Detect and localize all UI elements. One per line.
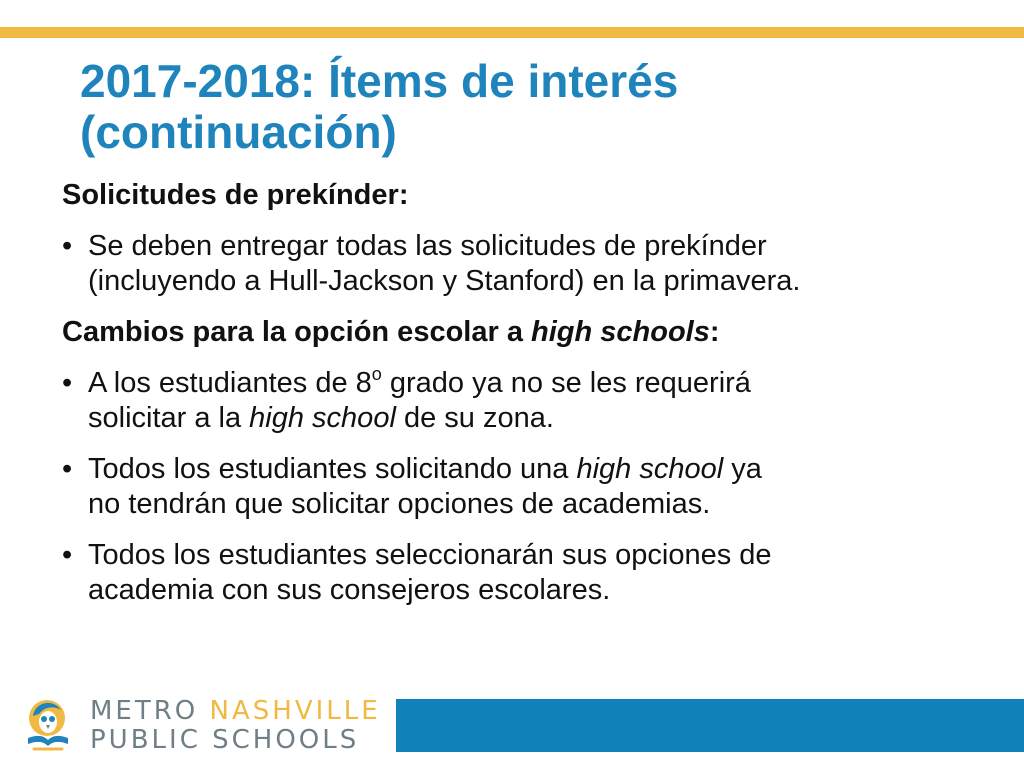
bullet-academies-not-required: [62, 452, 982, 522]
logo-word-metro: METRO: [90, 696, 199, 726]
bullet-text-line: Todos los estudiantes seleccionarán sus opciones de: [88, 539, 772, 571]
bullet-text: ya: [723, 453, 762, 485]
bullet-text-line: [88, 452, 982, 487]
ordinal-superscript: o: [371, 364, 382, 385]
slide-title-line-2: (continuación): [80, 106, 397, 158]
slide-body: [62, 178, 982, 624]
top-accent-bar: [0, 27, 1024, 38]
bullet-8th-grade: [62, 366, 982, 436]
bullet-italic-text: high school: [249, 402, 396, 434]
footer-blue-bar: [396, 699, 1024, 752]
slide-title: [80, 56, 980, 158]
bullet-dot: •: [62, 539, 73, 571]
heading-high-school-choice: [62, 315, 982, 350]
logo-line-1: [90, 697, 381, 726]
bullet-text: solicitar a la: [88, 402, 250, 434]
heading-italic-text: high schools: [531, 316, 710, 348]
bullet-text-line: Se deben entregar todas las solicitudes de prekínder: [88, 230, 767, 262]
bullet-text-line: [88, 401, 982, 436]
bullet-text: de su zona.: [395, 402, 554, 434]
bullet-italic-text: high school: [576, 453, 724, 485]
logo-line-2: PUBLIC SCHOOLS: [90, 725, 360, 755]
heading-text: Cambios para la opción escolar a: [62, 316, 531, 348]
logo-word-nashville: NASHVILLE: [209, 696, 381, 726]
slide-title-line-1: 2017-2018: Ítems de interés: [80, 55, 679, 107]
bullet-text-line: (incluyendo a Hull-Jackson y Stanford) en la primavera.: [88, 265, 801, 297]
bullet-prekinder-applications: [62, 229, 982, 299]
bullet-counselors: [62, 538, 982, 608]
bullet-text-line: [88, 366, 982, 401]
bullet-text: A los estudiantes de 8: [88, 367, 372, 399]
bullet-text-line: no tendrán que solicitar opciones de academias.: [88, 488, 711, 520]
bullet-dot: •: [62, 230, 73, 262]
bullet-dot: •: [62, 367, 73, 399]
heading-text: :: [709, 316, 720, 348]
owl-book-icon: [20, 694, 76, 754]
bullet-text: Todos los estudiantes solicitando una: [88, 453, 577, 485]
bullet-text: grado ya no se les requerirá: [381, 367, 751, 399]
bullet-text-line: academia con sus consejeros escolares.: [88, 574, 611, 606]
district-logo-text: [90, 697, 381, 755]
heading-prekinder: Solicitudes de prekínder:: [62, 179, 409, 211]
bullet-dot: •: [62, 453, 73, 485]
